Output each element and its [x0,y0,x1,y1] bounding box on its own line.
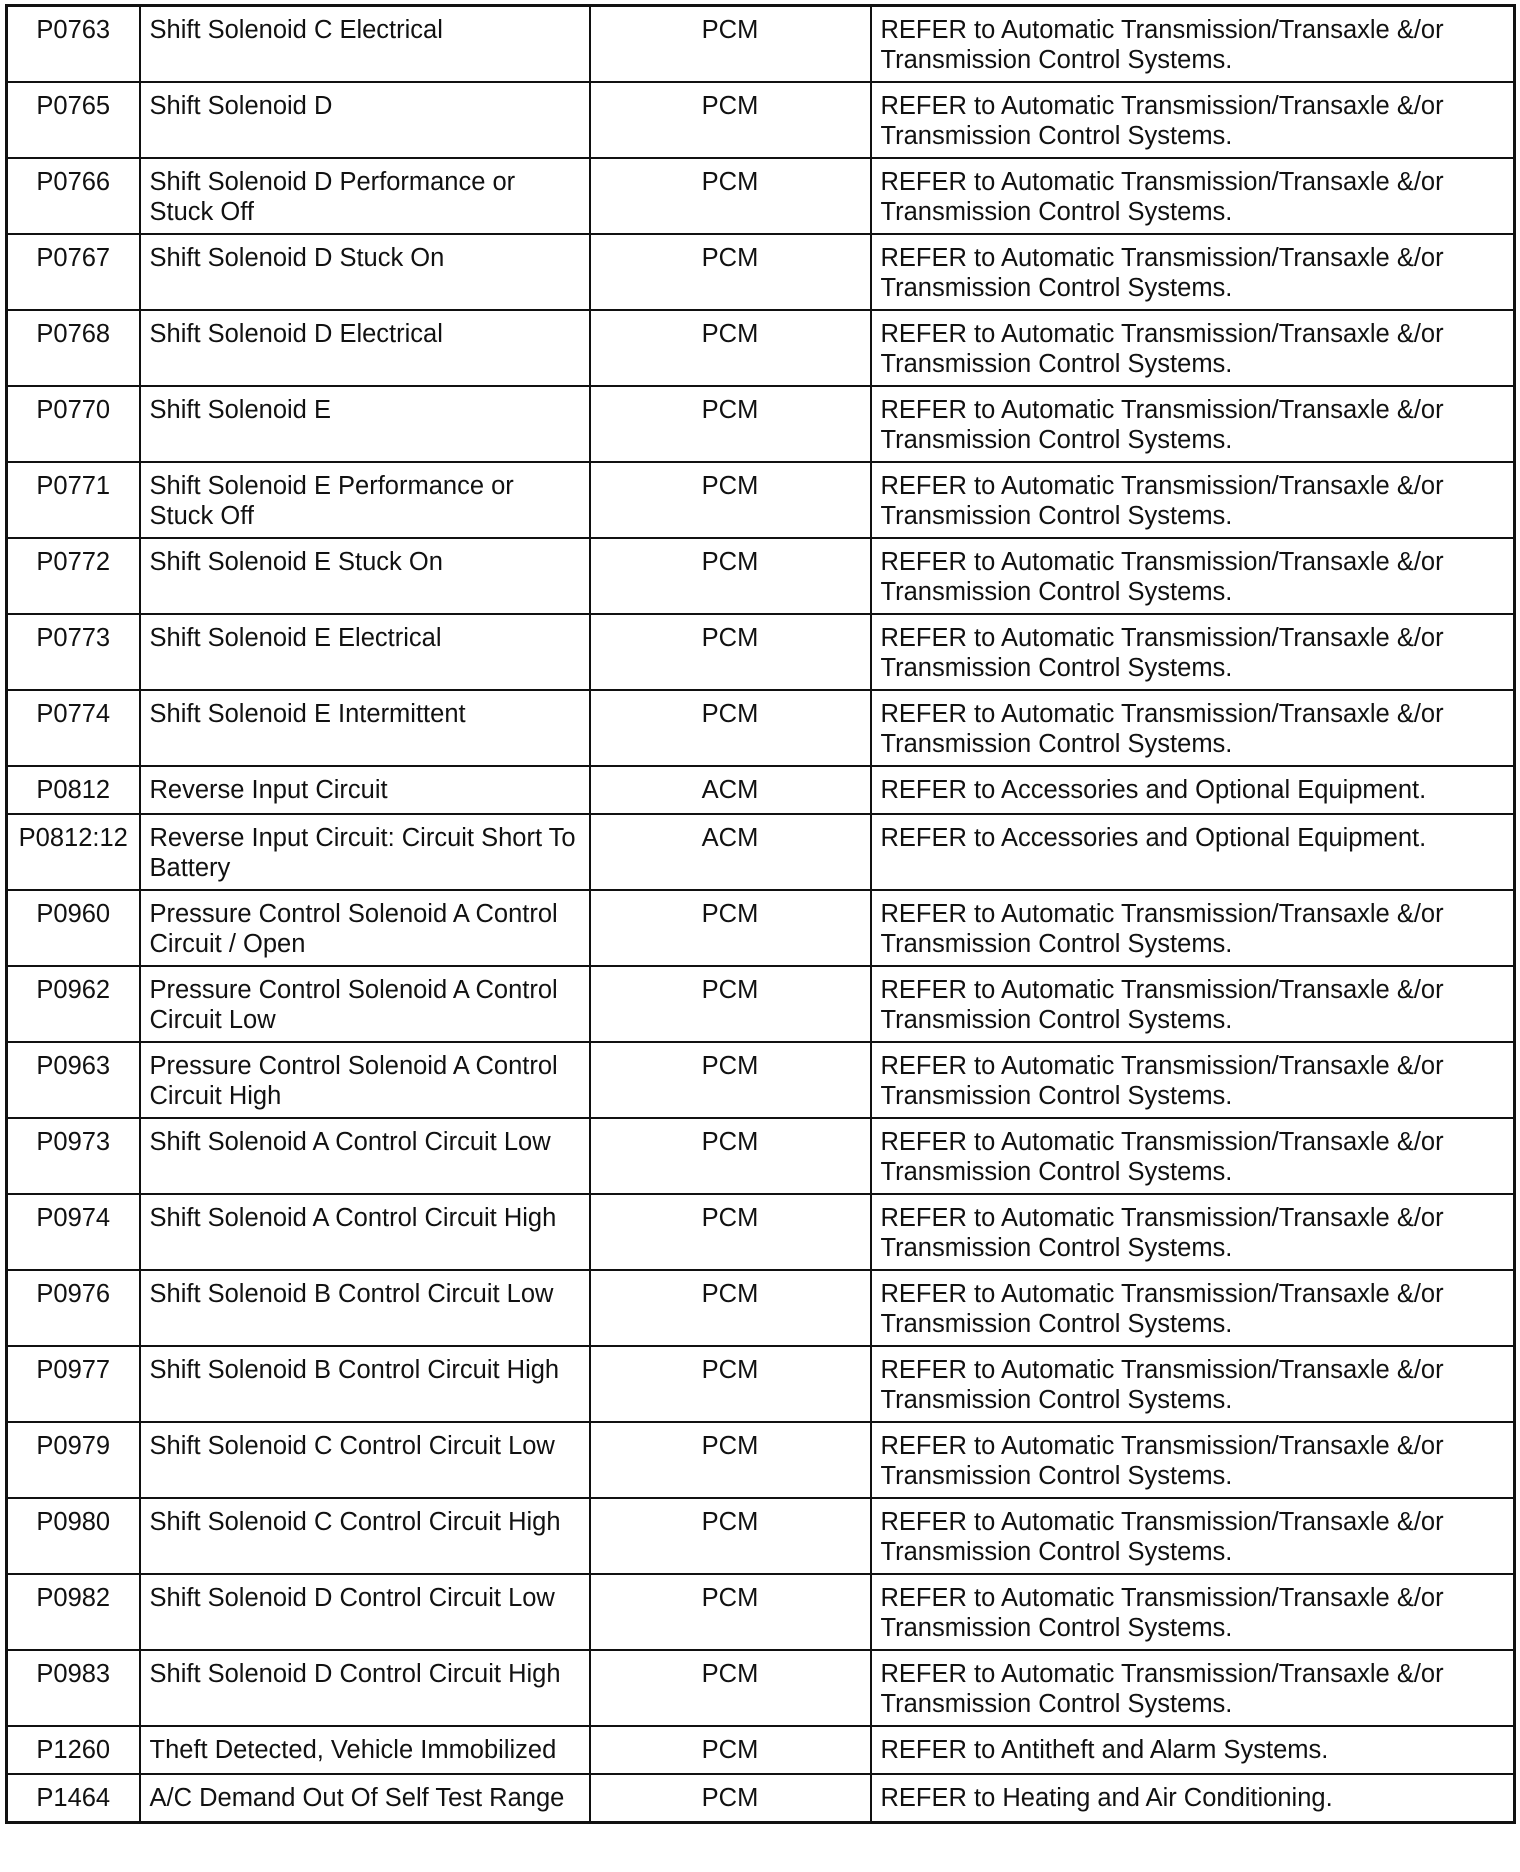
dtc-action-cell: REFER to Accessories and Optional Equipment. [871,766,1515,814]
table-row [7,1650,1515,1726]
table-row [7,814,1515,890]
dtc-action-cell: REFER to Automatic Transmission/Transaxle &/or Transmission Control Systems. [871,310,1515,386]
table-row [7,1574,1515,1650]
dtc-description-cell: Shift Solenoid D Performance or Stuck Off [140,158,590,234]
dtc-action-cell: REFER to Automatic Transmission/Transaxle &/or Transmission Control Systems. [871,462,1515,538]
table-row [7,766,1515,814]
dtc-module-cell: PCM [590,1118,871,1194]
dtc-code-cell: P0962 [7,966,140,1042]
dtc-description-cell: Reverse Input Circuit [140,766,590,814]
dtc-code-cell: P0973 [7,1118,140,1194]
dtc-code-cell: P0771 [7,462,140,538]
dtc-description-cell: Shift Solenoid D Stuck On [140,234,590,310]
table-row [7,1498,1515,1574]
dtc-description-cell: Shift Solenoid B Control Circuit Low [140,1270,590,1346]
dtc-description-cell: Reverse Input Circuit: Circuit Short To Battery [140,814,590,890]
table-row [7,1118,1515,1194]
dtc-description-cell: Shift Solenoid E Intermittent [140,690,590,766]
dtc-code-cell: P0768 [7,310,140,386]
table-row [7,1194,1515,1270]
dtc-action-cell: REFER to Accessories and Optional Equipment. [871,814,1515,890]
dtc-description-cell: Shift Solenoid B Control Circuit High [140,1346,590,1422]
dtc-action-cell: REFER to Automatic Transmission/Transaxle &/or Transmission Control Systems. [871,158,1515,234]
dtc-code-cell: P1464 [7,1774,140,1822]
dtc-module-cell: ACM [590,766,871,814]
dtc-module-cell: PCM [590,614,871,690]
dtc-code-cell: P0766 [7,158,140,234]
dtc-module-cell: PCM [590,234,871,310]
table-row [7,614,1515,690]
table-row [7,1422,1515,1498]
dtc-code-cell: P0982 [7,1574,140,1650]
dtc-code-cell: P0770 [7,386,140,462]
dtc-description-cell: Shift Solenoid E Performance or Stuck Off [140,462,590,538]
table-row [7,538,1515,614]
dtc-code-cell: P0772 [7,538,140,614]
dtc-code-cell: P0976 [7,1270,140,1346]
dtc-module-cell: PCM [590,1194,871,1270]
dtc-module-cell: PCM [590,966,871,1042]
dtc-action-cell: REFER to Automatic Transmission/Transaxle &/or Transmission Control Systems. [871,1118,1515,1194]
dtc-module-cell: PCM [590,1774,871,1822]
table-row [7,234,1515,310]
dtc-description-cell: Shift Solenoid C Control Circuit High [140,1498,590,1574]
table-row [7,1270,1515,1346]
table-row [7,82,1515,158]
dtc-action-cell: REFER to Automatic Transmission/Transaxle &/or Transmission Control Systems. [871,1194,1515,1270]
dtc-action-cell: REFER to Heating and Air Conditioning. [871,1774,1515,1822]
table-row [7,690,1515,766]
dtc-action-cell: REFER to Automatic Transmission/Transaxle &/or Transmission Control Systems. [871,1574,1515,1650]
dtc-table-body [7,6,1515,1823]
dtc-action-cell: REFER to Automatic Transmission/Transaxle &/or Transmission Control Systems. [871,614,1515,690]
dtc-code-cell: P0979 [7,1422,140,1498]
dtc-description-cell: Shift Solenoid E Stuck On [140,538,590,614]
dtc-action-cell: REFER to Automatic Transmission/Transaxle &/or Transmission Control Systems. [871,234,1515,310]
table-row [7,158,1515,234]
dtc-module-cell: PCM [590,1726,871,1774]
dtc-code-cell: P0980 [7,1498,140,1574]
dtc-description-cell: Pressure Control Solenoid A Control Circuit High [140,1042,590,1118]
dtc-module-cell: PCM [590,1650,871,1726]
dtc-module-cell: PCM [590,1042,871,1118]
dtc-module-cell: PCM [590,1498,871,1574]
table-row [7,6,1515,83]
dtc-description-cell: Shift Solenoid D Electrical [140,310,590,386]
dtc-description-cell: Pressure Control Solenoid A Control Circuit / Open [140,890,590,966]
dtc-action-cell: REFER to Automatic Transmission/Transaxle &/or Transmission Control Systems. [871,1270,1515,1346]
dtc-action-cell: REFER to Automatic Transmission/Transaxle &/or Transmission Control Systems. [871,1498,1515,1574]
dtc-module-cell: PCM [590,1574,871,1650]
dtc-action-cell: REFER to Automatic Transmission/Transaxle &/or Transmission Control Systems. [871,966,1515,1042]
dtc-module-cell: PCM [590,6,871,83]
dtc-action-cell: REFER to Automatic Transmission/Transaxle &/or Transmission Control Systems. [871,1650,1515,1726]
dtc-description-cell: Theft Detected, Vehicle Immobilized [140,1726,590,1774]
dtc-action-cell: REFER to Automatic Transmission/Transaxle &/or Transmission Control Systems. [871,890,1515,966]
dtc-module-cell: PCM [590,1422,871,1498]
table-row [7,386,1515,462]
dtc-code-cell: P0773 [7,614,140,690]
dtc-code-cell: P0812 [7,766,140,814]
dtc-action-cell: REFER to Automatic Transmission/Transaxle &/or Transmission Control Systems. [871,386,1515,462]
dtc-table [5,4,1516,1824]
dtc-module-cell: PCM [590,538,871,614]
dtc-description-cell: A/C Demand Out Of Self Test Range [140,1774,590,1822]
dtc-code-cell: P0767 [7,234,140,310]
table-row [7,890,1515,966]
dtc-description-cell: Shift Solenoid D [140,82,590,158]
dtc-code-cell: P0763 [7,6,140,83]
dtc-module-cell: PCM [590,1270,871,1346]
dtc-module-cell: PCM [590,82,871,158]
dtc-module-cell: ACM [590,814,871,890]
dtc-code-cell: P0774 [7,690,140,766]
dtc-action-cell: REFER to Automatic Transmission/Transaxle &/or Transmission Control Systems. [871,1042,1515,1118]
dtc-description-cell: Pressure Control Solenoid A Control Circuit Low [140,966,590,1042]
dtc-module-cell: PCM [590,158,871,234]
table-row [7,310,1515,386]
dtc-action-cell: REFER to Automatic Transmission/Transaxle &/or Transmission Control Systems. [871,82,1515,158]
dtc-code-cell: P0977 [7,1346,140,1422]
table-row [7,1042,1515,1118]
dtc-description-cell: Shift Solenoid A Control Circuit High [140,1194,590,1270]
dtc-module-cell: PCM [590,890,871,966]
dtc-code-cell: P0960 [7,890,140,966]
table-row [7,966,1515,1042]
dtc-code-cell: P1260 [7,1726,140,1774]
dtc-description-cell: Shift Solenoid E [140,386,590,462]
table-row [7,1346,1515,1422]
dtc-action-cell: REFER to Antitheft and Alarm Systems. [871,1726,1515,1774]
dtc-module-cell: PCM [590,386,871,462]
dtc-description-cell: Shift Solenoid D Control Circuit High [140,1650,590,1726]
dtc-description-cell: Shift Solenoid C Electrical [140,6,590,83]
dtc-action-cell: REFER to Automatic Transmission/Transaxle &/or Transmission Control Systems. [871,6,1515,83]
dtc-module-cell: PCM [590,690,871,766]
dtc-module-cell: PCM [590,310,871,386]
dtc-description-cell: Shift Solenoid E Electrical [140,614,590,690]
dtc-description-cell: Shift Solenoid A Control Circuit Low [140,1118,590,1194]
table-row [7,1774,1515,1822]
dtc-action-cell: REFER to Automatic Transmission/Transaxle &/or Transmission Control Systems. [871,690,1515,766]
dtc-module-cell: PCM [590,1346,871,1422]
dtc-code-cell: P0765 [7,82,140,158]
table-row [7,1726,1515,1774]
dtc-action-cell: REFER to Automatic Transmission/Transaxle &/or Transmission Control Systems. [871,1422,1515,1498]
dtc-code-cell: P0963 [7,1042,140,1118]
dtc-code-cell: P0983 [7,1650,140,1726]
dtc-description-cell: Shift Solenoid C Control Circuit Low [140,1422,590,1498]
dtc-description-cell: Shift Solenoid D Control Circuit Low [140,1574,590,1650]
dtc-module-cell: PCM [590,462,871,538]
dtc-action-cell: REFER to Automatic Transmission/Transaxle &/or Transmission Control Systems. [871,538,1515,614]
dtc-action-cell: REFER to Automatic Transmission/Transaxle &/or Transmission Control Systems. [871,1346,1515,1422]
dtc-code-cell: P0974 [7,1194,140,1270]
table-row [7,462,1515,538]
dtc-code-cell: P0812:12 [7,814,140,890]
